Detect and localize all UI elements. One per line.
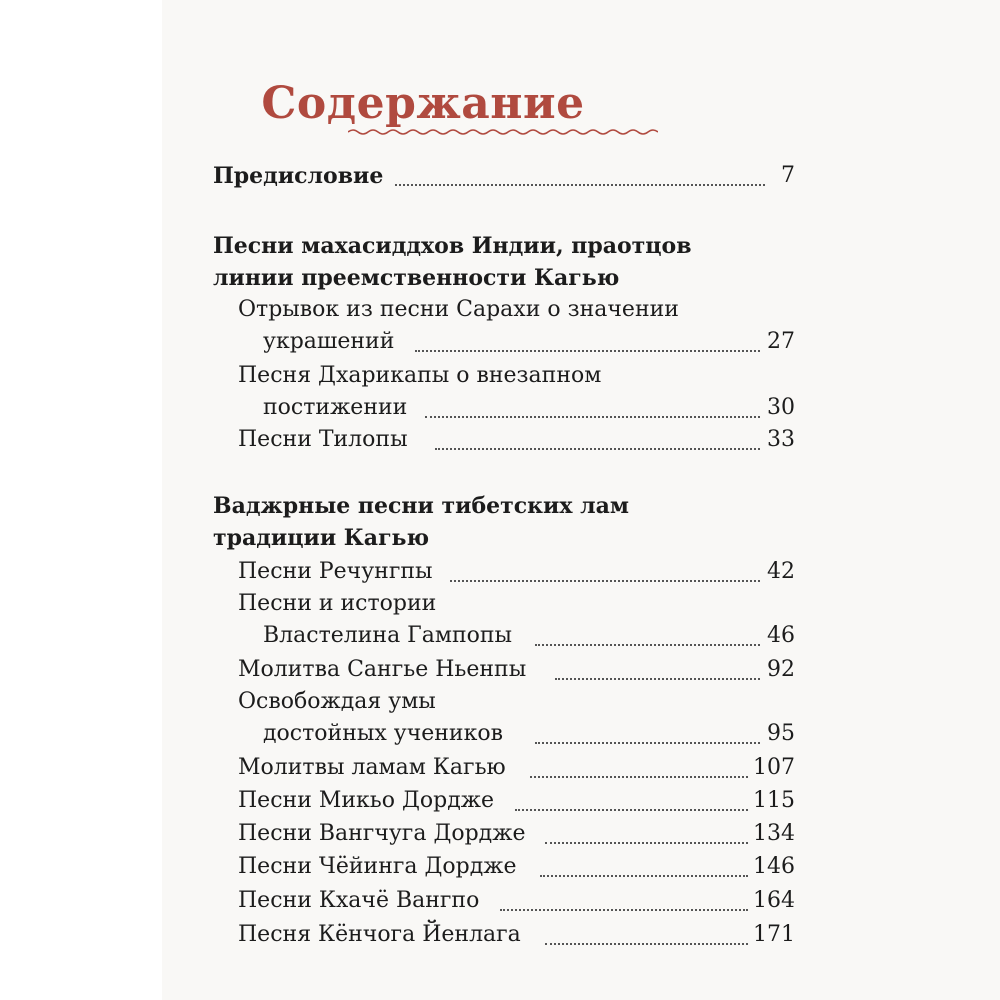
toc-entry-preface[interactable] (0, 160, 1000, 192)
toc-page-number: 115 (753, 788, 795, 813)
leader-dots (435, 444, 760, 450)
toc-page-number: 146 (753, 854, 795, 879)
toc-entry-label: Освобождая умы (238, 689, 436, 714)
section-heading-continued: традиции Кагью (213, 525, 430, 551)
toc-entry[interactable] (0, 851, 1000, 883)
page-title: Содержание (261, 78, 585, 129)
toc-entry[interactable] (0, 556, 1000, 588)
toc-page-number: 95 (767, 721, 795, 746)
leader-dots (540, 871, 748, 877)
leader-dots (535, 738, 760, 744)
toc-entry-label-continued: Властелина Гампопы (263, 620, 518, 652)
toc-page-number: 42 (767, 559, 795, 584)
leader-dots (530, 772, 748, 778)
section-heading: Песни махасиддхов Индии, праотцов (213, 233, 692, 259)
toc-entry[interactable] (0, 326, 1000, 358)
leader-dots (545, 939, 748, 945)
toc-entry-label-continued: украшений (263, 326, 400, 358)
leader-dots (450, 576, 760, 582)
toc-entry[interactable] (0, 919, 1000, 951)
toc-page-number: 27 (767, 329, 795, 354)
toc-page-number: 7 (781, 163, 795, 188)
toc-page-number: 134 (753, 821, 795, 846)
toc-page-number: 164 (753, 888, 795, 913)
toc-entry-label: Песня Дхарикапы о внезапном (238, 363, 602, 388)
leader-dots (415, 346, 760, 352)
toc-entry-label: Песни Чёйинга Дордже (238, 851, 523, 883)
toc-entry-label: Предисловие (213, 160, 389, 192)
leader-dots (555, 674, 760, 680)
toc-entry[interactable] (0, 718, 1000, 750)
toc-entry-label: Песни Микьо Дордже (238, 785, 500, 817)
leader-dots (425, 412, 760, 418)
leader-dots (545, 838, 748, 844)
toc-page-number: 171 (753, 922, 795, 947)
toc-page-number: 92 (767, 657, 795, 682)
toc-entry-label: Песни Тилопы (238, 424, 414, 456)
toc-entry[interactable] (0, 785, 1000, 817)
toc-entry-label: Молитвы ламам Кагью (238, 752, 512, 784)
leader-dots (515, 805, 748, 811)
toc-entry-label: Песня Кёнчога Йенлага (238, 919, 527, 951)
toc-page-number: 30 (767, 395, 795, 420)
toc-entry[interactable] (0, 654, 1000, 686)
toc-page-number: 107 (753, 755, 795, 780)
toc-entry-label: Песни Кхачё Вангпо (238, 885, 485, 917)
leader-dots (535, 640, 760, 646)
toc-entry[interactable] (0, 424, 1000, 456)
toc-entry-label: Молитва Сангье Ньенпы (238, 654, 532, 686)
toc-page-number: 33 (767, 427, 795, 452)
toc-entry[interactable] (0, 620, 1000, 652)
toc-entry-label: Песни и истории (238, 591, 437, 616)
toc-entry-label: Песни Вангчуга Дордже (238, 818, 531, 850)
toc-page-number: 46 (767, 623, 795, 648)
toc-entry[interactable] (0, 752, 1000, 784)
toc-entry-label-continued: достойных учеников (263, 718, 509, 750)
leader-dots (395, 180, 765, 186)
toc-entry[interactable] (0, 392, 1000, 424)
section-heading: Ваджрные песни тибетских лам (213, 493, 630, 519)
section-heading-continued: линии преемственности Кагью (213, 265, 620, 291)
title-wavy-underline (348, 128, 658, 136)
toc-entry-label: Песни Речунгпы (238, 556, 439, 588)
toc-entry-label-continued: постижении (263, 392, 413, 424)
leader-dots (500, 905, 748, 911)
toc-entry[interactable] (0, 885, 1000, 917)
toc-entry[interactable] (0, 818, 1000, 850)
page-margin (0, 0, 162, 1000)
toc-entry-label: Отрывок из песни Сарахи о значении (238, 297, 679, 322)
